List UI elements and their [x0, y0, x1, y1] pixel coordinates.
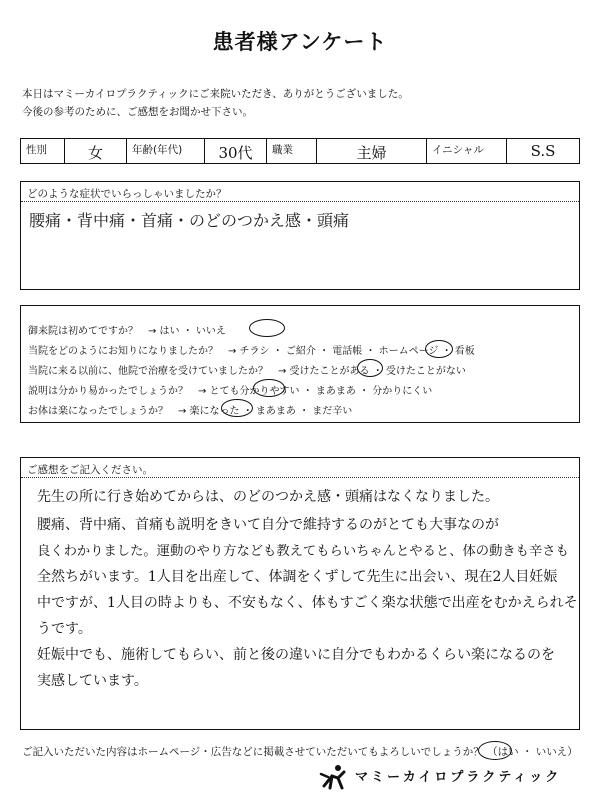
initials-value: S.S: [530, 142, 556, 160]
symptoms-label: どのような症状でいらっしゃいましたか？: [27, 188, 227, 200]
symptoms-box: [20, 181, 580, 290]
circle-mark-relieved: [221, 399, 253, 417]
publish-consent-question: ご記入いただいた内容はホームページ・広告などに掲載させていただいてもよろしいでしょうか？ （はい ・ いいえ）: [22, 746, 578, 758]
question-how-found: 当院をどのようにお知りになりましたか？ → チラシ ・ ご紹介 ・ 電話帳 ・ ホームページ ・ 看板: [28, 346, 475, 357]
comment-line: 先生の所に行き始めてからは、のどのつかえ感・頭痛はなくなりました。: [37, 489, 499, 505]
comments-label: ご感想をご記入ください。: [27, 464, 153, 476]
circle-mark-very-clear: [253, 379, 285, 397]
comments-divider: [21, 477, 579, 478]
question-body-relief: お体は楽になったでしょうか？ → 楽になった ・ まあまあ ・ まだ辛い: [28, 406, 353, 417]
gender-value: 女: [65, 139, 127, 163]
comment-line: 腰痛、背中痛、首痛も説明をきいて自分で維持するのがとても大事なのが: [37, 517, 499, 533]
circle-mark-yes: [478, 741, 512, 760]
comment-line: うです。: [37, 621, 92, 637]
question-first-visit: 御来院は初めてですか？ → はい ・ いいえ: [28, 326, 226, 337]
job-value: 主婦: [317, 139, 427, 163]
question-explanation: 説明は分かり易かったでしょうか？ → とても分かりやすい ・ まあまあ ・ 分かりにくい: [28, 386, 433, 397]
logo-figure-icon: [318, 764, 352, 790]
comment-line: 妊娠中でも、施術してもらい、前と後の違いに自分でもわかるくらい楽になるのを: [37, 647, 555, 663]
symptoms-answer: 腰痛・背中痛・首痛・のどのつかえ感・頭痛: [29, 211, 350, 230]
circle-mark-homepage: [425, 340, 453, 358]
age-value: 30代: [205, 139, 267, 163]
comment-line: 全然ちがいます。1人目を出産して、体調をくずして先生に出会い、現在2人目妊娠: [37, 569, 558, 585]
symptoms-divider: [21, 201, 579, 202]
circle-mark-no: [249, 319, 285, 337]
initials-label: イニシャル: [427, 139, 507, 163]
age-label: 年齢(年代): [127, 139, 205, 163]
intro-line-1: 本日はマミーカイロプラクティックにご来院いただき、ありがとうございました。: [22, 88, 409, 100]
intro-line-2: 今後の参考のために、ご感想をお聞かせ下さい。: [22, 106, 253, 118]
questions-box: [20, 305, 580, 423]
logo-text: マミーカイロプラクティック: [355, 770, 562, 785]
page-title: 患者様アンケート: [212, 30, 388, 54]
comments-box: [20, 457, 580, 730]
comment-line: 良くわかりました。運動のやり方なども教えてもらいちゃんとやると、体の動きも辛さも: [37, 544, 569, 559]
gender-label: 性別: [21, 139, 65, 163]
job-label: 職業: [267, 139, 317, 163]
comment-line: 実感しています。: [37, 673, 148, 689]
comment-line: 中ですが、1人目の時よりも、不安もなく、体もすごく楽な状態で出産をむかえられそ: [37, 595, 578, 611]
patient-info-table: [20, 138, 580, 164]
circle-mark-received: [357, 359, 383, 377]
question-previous-clinic: 当院に来る以前に、他院で治療を受けていましたか？ → 受けたことがある ・ 受けたことがない: [28, 366, 466, 377]
